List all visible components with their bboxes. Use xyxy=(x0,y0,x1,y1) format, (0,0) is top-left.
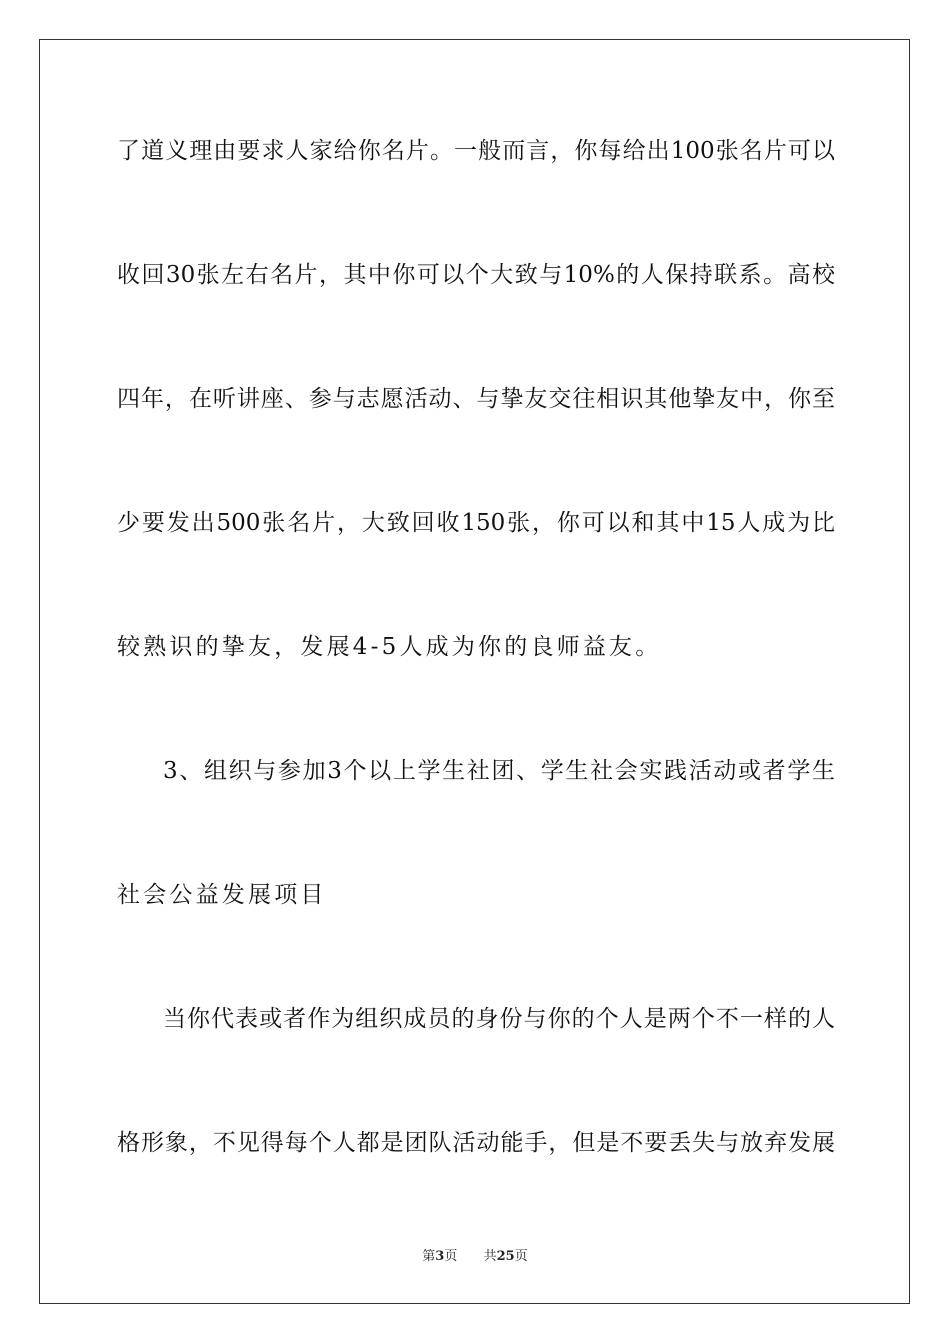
page-prefix: 第 xyxy=(422,1249,436,1264)
body-line-1: 了道义理由要求人家给你名片。一般而言，你每给出100张名片可以 xyxy=(117,138,835,164)
paragraph-line-1: 当你代表或者作为组织成员的身份与你的个人是两个不一样的人 xyxy=(163,1006,835,1032)
body-line-3: 四年，在听讲座、参与志愿活动、与挚友交往相识其他挚友中，你至 xyxy=(117,386,835,412)
body-line-4: 少要发出500张名片，大致回收150张，你可以和其中15人成为比 xyxy=(117,510,835,536)
page-number: 3 xyxy=(435,1249,445,1264)
body-line-2: 收回30张左右名片，其中你可以个大致与10%的人保持联系。高校 xyxy=(117,262,835,288)
total-prefix: 共 xyxy=(483,1249,497,1264)
list-item-3-line-1: 3、组织与参加3个以上学生社团、学生社会实践活动或者学生 xyxy=(163,758,835,784)
page-footer xyxy=(0,1248,950,1266)
page-border xyxy=(39,39,910,1304)
paragraph-line-2: 格形象，不见得每个人都是团队活动能手，但是不要丢失与放弃发展 xyxy=(117,1130,835,1156)
list-item-3-line-2: 社会公益发展项目 xyxy=(117,882,327,908)
body-line-5: 较熟识的挚友，发展4-5人成为你的良师益友。 xyxy=(117,634,662,660)
total-pages: 25 xyxy=(496,1249,515,1264)
total-suffix: 页 xyxy=(514,1249,528,1264)
page-suffix: 页 xyxy=(444,1249,458,1264)
